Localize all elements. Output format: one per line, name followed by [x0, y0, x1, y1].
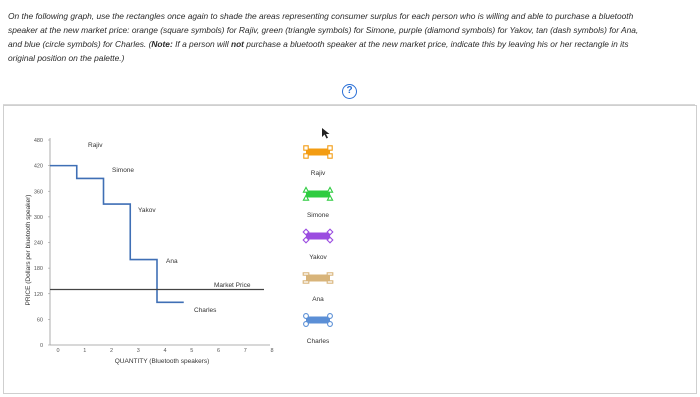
demand-curve: [50, 166, 184, 303]
palette-label-yakov: Yakov: [309, 254, 327, 261]
simone-label: Simone: [112, 167, 135, 174]
x-tick-label: 1: [83, 348, 87, 354]
dash-marker-icon: [303, 273, 309, 275]
charles-label: Charles: [194, 307, 217, 314]
help-icon[interactable]: ?: [342, 84, 357, 99]
y-axis-title: PRICE (Dollars per bluetooth speaker): [25, 194, 32, 306]
yakov-label: Yakov: [138, 207, 156, 214]
ana-label: Ana: [166, 258, 178, 265]
x-tick-label: 6: [216, 348, 221, 354]
circle-marker-icon: [328, 322, 333, 327]
y-tick-label: 180: [33, 266, 43, 273]
not-word: not: [230, 38, 244, 49]
x-tick-label: 4: [163, 348, 167, 354]
instructions-part1: On the following graph, use the rectangles once again to shade the areas representing consumer surplus for each person who is willing and able to purchase a bluetooth speaker at the new market price: orange (square symbols) for Rajiv, green (triangle symbols) for Simone, purple (diamond symbols) for Yakov, tan (dash symbols) for Ana, and blue (circle symbols) for Charles. (: [8, 11, 639, 49]
palette-rectangle-charles[interactable]: [304, 314, 333, 327]
market-price-label: Market Price: [214, 282, 251, 289]
instructions-part2: If a person will: [172, 38, 231, 49]
x-tick-label: 7: [243, 348, 247, 354]
y-tick-label: 480: [33, 138, 43, 144]
y-tick-label: 300: [33, 214, 43, 221]
palette-swatch-ana[interactable]: [306, 275, 330, 282]
palette-swatch-simone[interactable]: [306, 191, 330, 198]
y-tick-label: 120: [33, 291, 43, 298]
rajiv-label: Rajiv: [88, 142, 103, 149]
note-label: Note:: [151, 38, 173, 49]
instructions-part3: purchase a bluetooth speaker at the new market price, indicate this by leaving his or her rectangle in its original position on the palette.): [8, 38, 629, 63]
palette-rectangle-yakov[interactable]: [303, 229, 333, 243]
x-tick-label: 2: [109, 348, 114, 354]
y-tick-label: 360: [33, 189, 43, 196]
palette-rectangle-simone[interactable]: [303, 187, 332, 200]
y-tick-label: 420: [33, 163, 43, 170]
y-tick-label: 60: [36, 317, 43, 324]
palette-rectangle-rajiv[interactable]: [304, 146, 332, 158]
square-marker-icon: [328, 154, 332, 158]
square-marker-icon: [328, 146, 332, 150]
circle-marker-icon: [328, 314, 333, 319]
palette-swatch-yakov[interactable]: [306, 233, 330, 240]
square-marker-icon: [304, 146, 308, 150]
x-tick-label: 8: [270, 348, 274, 354]
dash-marker-icon: [327, 281, 333, 283]
palette-label-ana: Ana: [312, 296, 324, 303]
square-marker-icon: [304, 154, 308, 158]
triangle-marker-icon: [327, 187, 332, 192]
x-tick-label: 0: [56, 348, 60, 354]
triangle-marker-icon: [303, 187, 308, 192]
palette-label-charles: Charles: [306, 338, 330, 345]
cursor-icon: [322, 128, 330, 139]
y-tick-label: 240: [33, 240, 43, 247]
palette-label-rajiv: Rajiv: [310, 170, 326, 177]
palette-swatch-charles[interactable]: [306, 317, 330, 324]
x-tick-label: 5: [190, 348, 194, 354]
palette-swatch-rajiv[interactable]: [306, 149, 330, 156]
circle-marker-icon: [304, 314, 309, 319]
palette-rectangle-ana[interactable]: [303, 273, 333, 283]
circle-marker-icon: [304, 322, 309, 327]
palette-label-simone: Simone: [306, 212, 330, 219]
x-axis-title: QUANTITY (Bluetooth speakers): [114, 358, 210, 365]
y-tick-label: 0: [39, 343, 43, 349]
dash-marker-icon: [303, 281, 309, 283]
dash-marker-icon: [327, 273, 333, 275]
x-tick-label: 3: [136, 348, 140, 354]
